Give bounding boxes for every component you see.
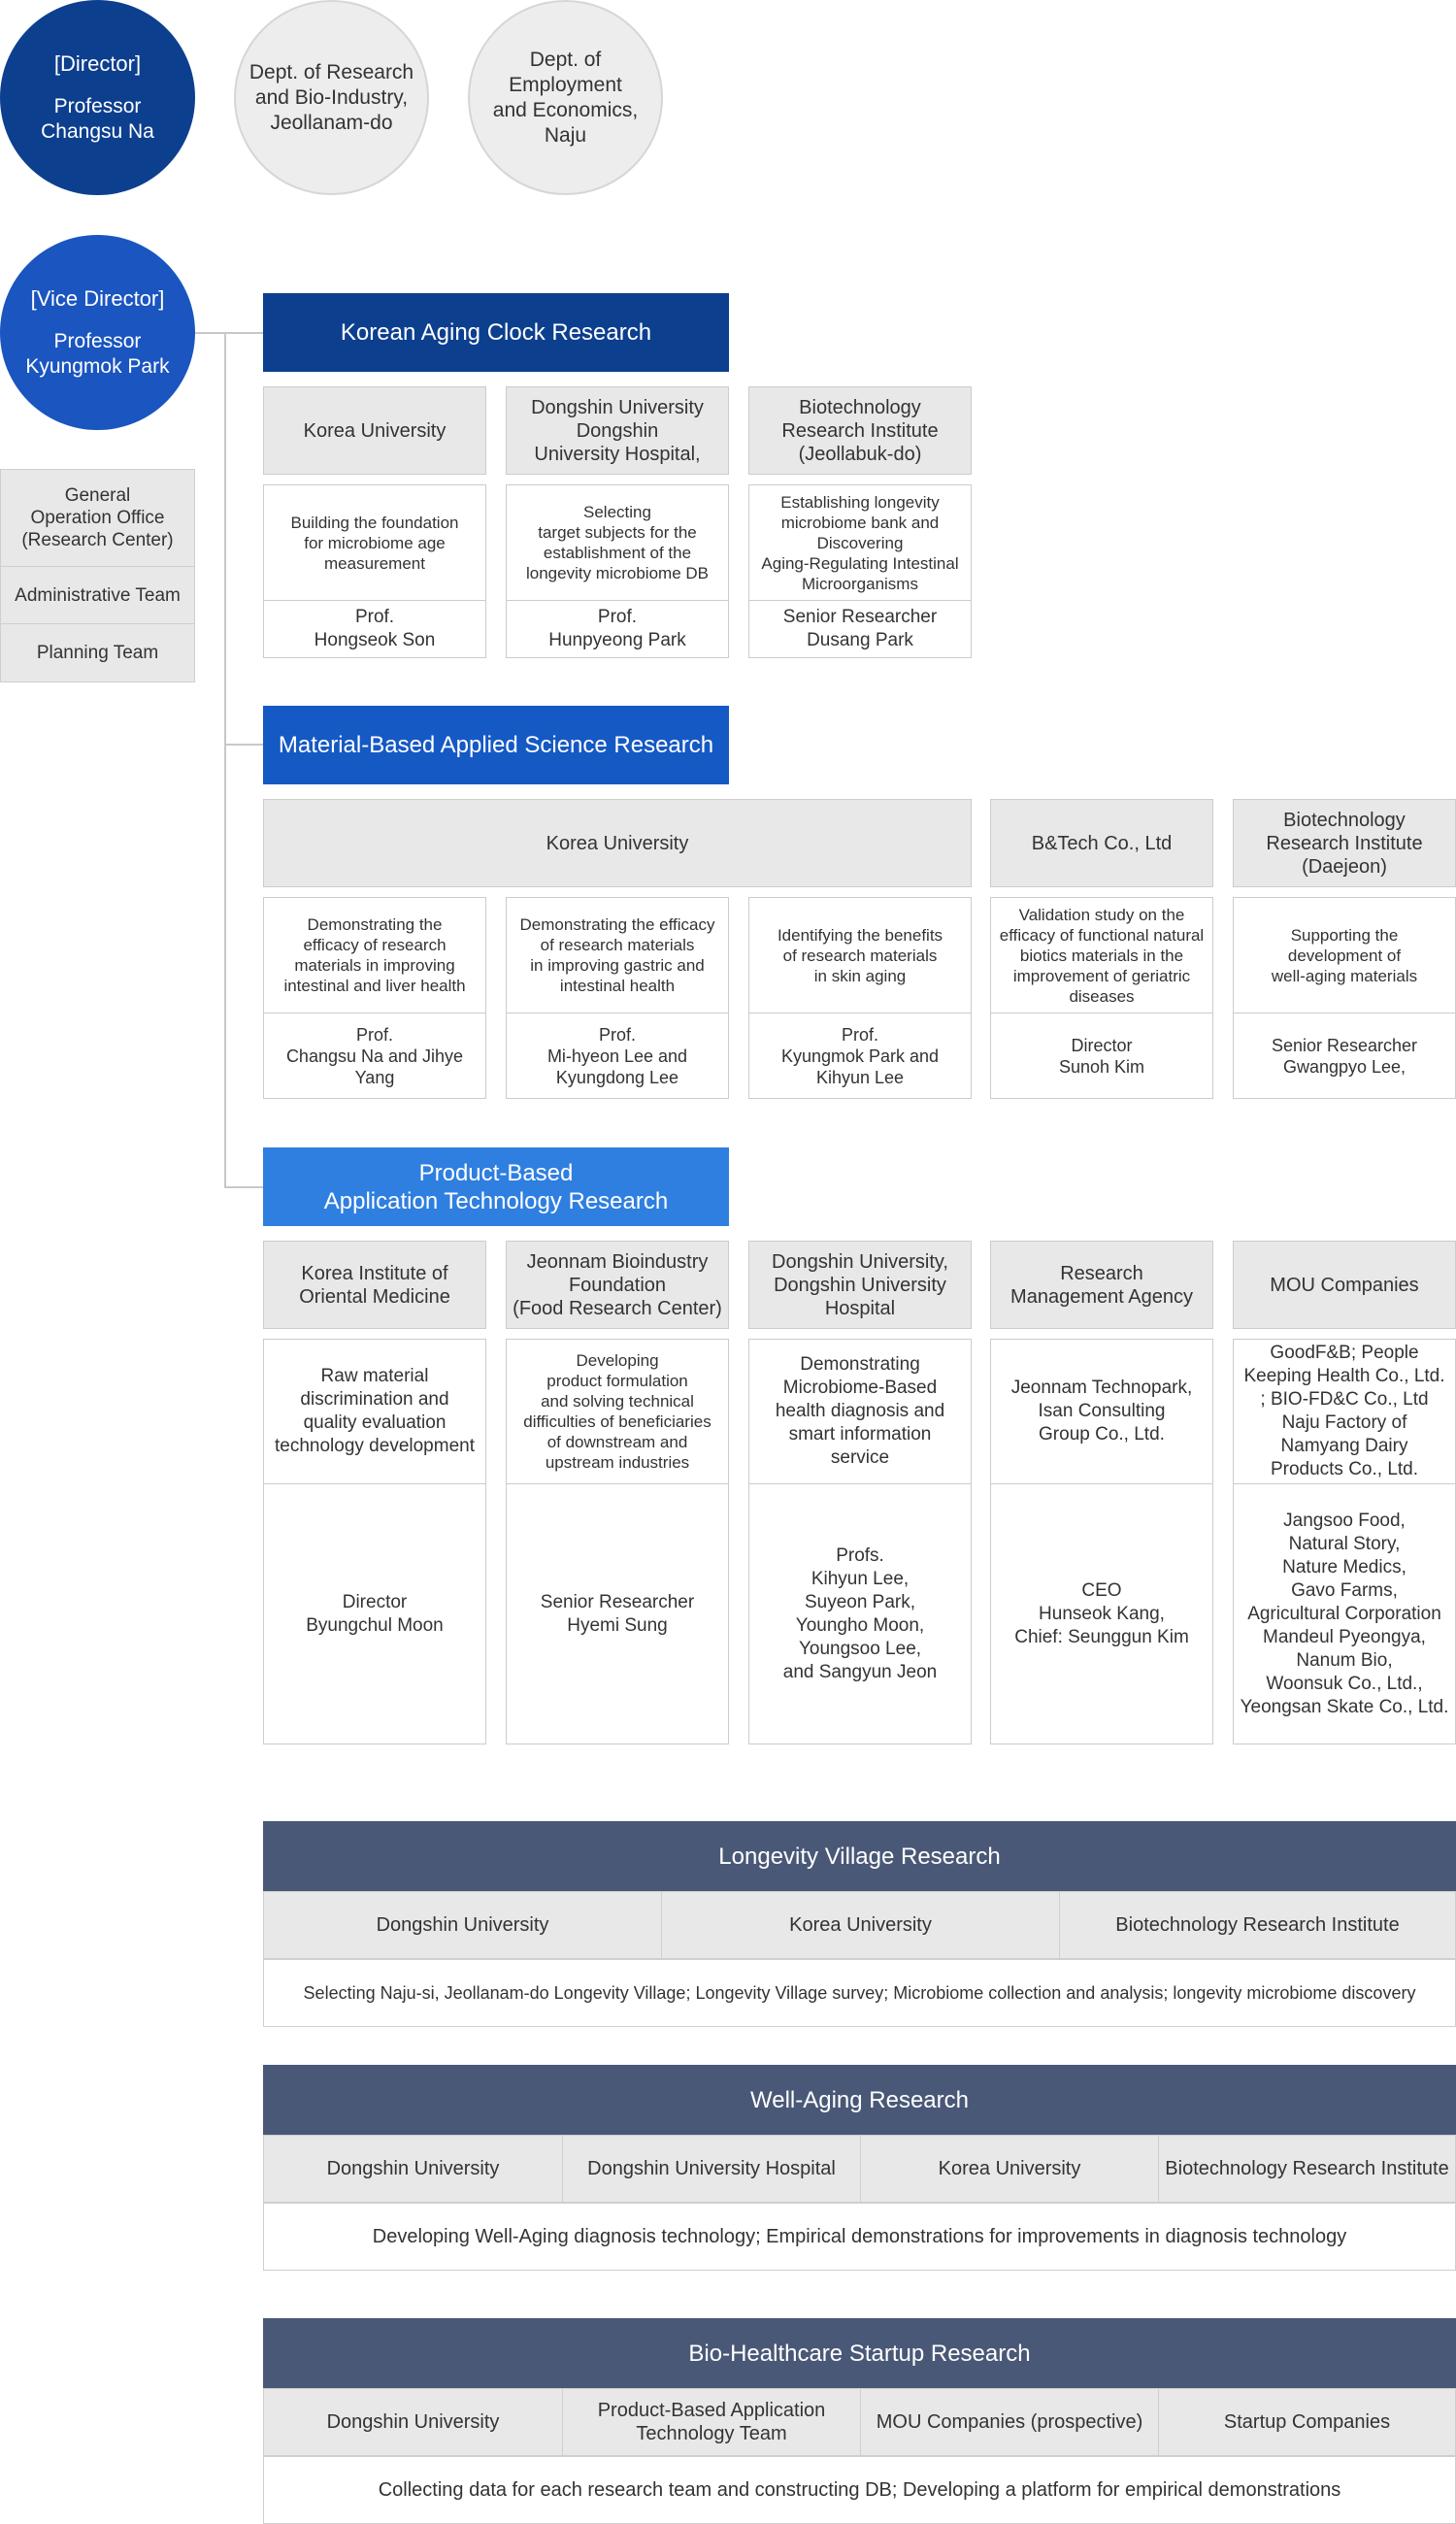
well-aging-institution-1: Dongshin University	[263, 2135, 562, 2203]
director-name: Professor Changsu Na	[41, 94, 154, 143]
product-application-institution-1: Korea Institute of Oriental Medicine	[263, 1241, 486, 1329]
product-application-person-1: Director Byungchul Moon	[263, 1483, 486, 1744]
product-application-topic-5: GoodF&B; People Keeping Health Co., Ltd. ; BIO-FD&C Co., Ltd Naju Factory of Namyang Dairy Products Co., Ltd.	[1233, 1339, 1456, 1483]
longevity-village-description: Selecting Naju-si, Jeollanam-do Longevity Village; Longevity Village survey; Microbiome collection and analysis; longevity microbiome discovery	[263, 1959, 1456, 2027]
material-science-person-5: Senior Researcher Gwangpyo Lee,	[1233, 1013, 1456, 1099]
material-science-topic-1: Demonstrating the efficacy of research materials in improving intestinal and liver health	[263, 897, 486, 1013]
material-science-person-3: Prof. Kyungmok Park and Kihyun Lee	[748, 1013, 972, 1099]
material-science-person-1: Prof. Changsu Na and Jihye Yang	[263, 1013, 486, 1099]
aging-clock-topic-3: Establishing longevity microbiome bank and Discovering Aging-Regulating Intestinal Microorganisms	[748, 484, 972, 600]
planning-team: Planning Team	[0, 623, 195, 682]
aging-clock-person-2: Prof. Hunpyeong Park	[506, 600, 729, 658]
aging-clock-institution-2: Dongshin University Dongshin University Hospital,	[506, 386, 729, 475]
product-application-person-4: CEO Hunseok Kang, Chief: Seunggun Kim	[990, 1483, 1213, 1744]
connector-horizontal-top	[195, 332, 263, 334]
vice-director-circle	[0, 235, 195, 430]
aging-clock-header: Korean Aging Clock Research	[263, 293, 729, 372]
dept-research-label: Dept. of Research and Bio-Industry, Jeollanam-do	[248, 60, 414, 134]
vice-director-name: Professor Kyungmok Park	[25, 329, 170, 378]
material-science-topic-4: Validation study on the efficacy of functional natural biotics materials in the improvement of geriatric diseases	[990, 897, 1213, 1013]
product-application-institution-3: Dongshin University, Dongshin University Hospital	[748, 1241, 972, 1329]
product-application-header: Product-Based Application Technology Research	[263, 1147, 729, 1226]
material-science-institution-1: Korea University	[263, 799, 972, 887]
product-application-topic-1: Raw material discrimination and quality evaluation technology development	[263, 1339, 486, 1483]
material-science-institution-2: B&Tech Co., Ltd	[990, 799, 1213, 887]
startup-research-header: Bio-Healthcare Startup Research	[263, 2318, 1456, 2388]
aging-clock-topic-1: Building the foundation for microbiome age measurement	[263, 484, 486, 600]
well-aging-header: Well-Aging Research	[263, 2065, 1456, 2135]
aging-clock-person-3: Senior Researcher Dusang Park	[748, 600, 972, 658]
director-role: [Director]	[53, 50, 142, 76]
product-application-institution-4: Research Management Agency	[990, 1241, 1213, 1329]
product-application-topic-3: Demonstrating Microbiome-Based health diagnosis and smart information service	[748, 1339, 972, 1483]
material-science-topic-2: Demonstrating the efficacy of research materials in improving gastric and intestinal health	[506, 897, 729, 1013]
well-aging-institution-4: Biotechnology Research Institute	[1158, 2135, 1456, 2203]
material-science-topic-5: Supporting the development of well-aging materials	[1233, 897, 1456, 1013]
startup-research-institution-1: Dongshin University	[263, 2388, 562, 2456]
material-science-institution-3: Biotechnology Research Institute (Daejeon)	[1233, 799, 1456, 887]
material-science-person-4: Director Sunoh Kim	[990, 1013, 1213, 1099]
aging-clock-institution-1: Korea University	[263, 386, 486, 475]
startup-research-institution-4: Startup Companies	[1158, 2388, 1456, 2456]
product-application-topic-4: Jeonnam Technopark, Isan Consulting Group Co., Ltd.	[990, 1339, 1213, 1483]
administrative-team: Administrative Team	[0, 566, 195, 624]
product-application-institution-2: Jeonnam Bioindustry Foundation (Food Research Center)	[506, 1241, 729, 1329]
connector-vertical	[224, 332, 226, 1188]
material-science-topic-3: Identifying the benefits of research materials in skin aging	[748, 897, 972, 1013]
longevity-village-institution-2: Korea University	[661, 1891, 1059, 1959]
dept-research-circle	[234, 0, 429, 195]
director-circle	[0, 0, 195, 195]
product-application-person-2: Senior Researcher Hyemi Sung	[506, 1483, 729, 1744]
well-aging-institution-2: Dongshin University Hospital	[562, 2135, 860, 2203]
well-aging-description: Developing Well-Aging diagnosis technology; Empirical demonstrations for improvements in diagnosis technology	[263, 2203, 1456, 2271]
material-science-person-2: Prof. Mi-hyeon Lee and Kyungdong Lee	[506, 1013, 729, 1099]
startup-research-institution-2: Product-Based Application Technology Team	[562, 2388, 860, 2456]
longevity-village-header: Longevity Village Research	[263, 1821, 1456, 1891]
startup-research-description: Collecting data for each research team and constructing DB; Developing a platform for empirical demonstrations	[263, 2456, 1456, 2524]
aging-clock-topic-2: Selecting target subjects for the establishment of the longevity microbiome DB	[506, 484, 729, 600]
aging-clock-person-1: Prof. Hongseok Son	[263, 600, 486, 658]
connector-to-product	[224, 1186, 263, 1188]
startup-research-institution-3: MOU Companies (prospective)	[860, 2388, 1158, 2456]
vice-director-role: [Vice Director]	[30, 285, 165, 311]
product-application-person-3: Profs. Kihyun Lee, Suyeon Park, Youngho Moon, Youngsoo Lee, and Sangyun Jeon	[748, 1483, 972, 1744]
aging-clock-institution-3: Biotechnology Research Institute (Jeollabuk-do)	[748, 386, 972, 475]
longevity-village-institution-1: Dongshin University	[263, 1891, 661, 1959]
product-application-topic-2: Developing product formulation and solving technical difficulties of beneficiaries of downstream and upstream industries	[506, 1339, 729, 1483]
general-operation-office: General Operation Office (Research Center)	[0, 469, 195, 567]
product-application-institution-5: MOU Companies	[1233, 1241, 1456, 1329]
product-application-person-5: Jangsoo Food, Natural Story, Nature Medics, Gavo Farms, Agricultural Corporation Mandeul Pyeongya, Nanum Bio, Woonsuk Co., Ltd., Yeongsan Skate Co., Ltd.	[1233, 1483, 1456, 1744]
connector-to-material	[224, 744, 263, 746]
dept-employment-label: Dept. of Employment and Economics, Naju	[492, 48, 639, 147]
material-science-header: Material-Based Applied Science Research	[263, 706, 729, 784]
longevity-village-institution-3: Biotechnology Research Institute	[1059, 1891, 1456, 1959]
dept-employment-circle	[468, 0, 663, 195]
well-aging-institution-3: Korea University	[860, 2135, 1158, 2203]
